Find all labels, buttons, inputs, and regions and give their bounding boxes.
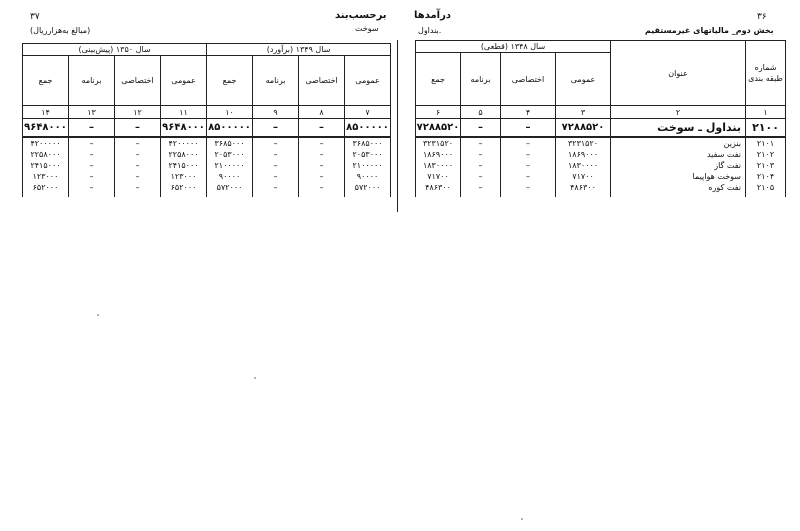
row-title: نفت کوره: [611, 182, 746, 193]
col-number: ۲: [611, 106, 746, 119]
col-number: ۱۰: [207, 106, 253, 119]
col-number: ۹: [253, 106, 299, 119]
col-head: برنامه: [461, 53, 501, 106]
head-title: عنوان: [611, 41, 746, 106]
table-row: [23, 171, 391, 182]
row-cell: –: [115, 149, 161, 160]
col-head: جمع: [207, 56, 253, 106]
row-cell: –: [299, 171, 345, 182]
page-header: برحسب‌بند: [335, 10, 387, 21]
row-cell: ۲۴۱۵۰۰۰: [161, 160, 207, 171]
col-head: برنامه: [69, 56, 115, 106]
right-page: [400, 0, 800, 531]
total-cell: ۸۵۰۰۰۰۰: [345, 119, 391, 137]
col-number: ۱۴: [23, 106, 69, 119]
col-number: ۸: [299, 106, 345, 119]
page-header: درآمدها: [414, 10, 451, 21]
row-cell: –: [115, 182, 161, 193]
row-cell: ۲۱۰۳: [746, 160, 786, 171]
row-cell: ۵۷۲۰۰۰: [345, 182, 391, 193]
row-cell: ۲۰۵۳۰۰۰: [207, 149, 253, 160]
row-cell: –: [299, 149, 345, 160]
row-cell: ۴۲۰۰۰۰۰: [23, 137, 69, 149]
row-cell: ۲۱۰۲: [746, 149, 786, 160]
total-cell: –: [461, 119, 501, 137]
col-head: برنامه: [253, 56, 299, 106]
col-number: ۱: [746, 106, 786, 119]
row-cell: –: [461, 171, 501, 182]
row-cell: –: [69, 182, 115, 193]
table-row: [416, 160, 786, 171]
row-cell: ۱۲۳۰۰۰: [161, 171, 207, 182]
row-cell: ۱۲۳۰۰۰: [23, 171, 69, 182]
total-cell: –: [115, 119, 161, 137]
row-cell: ۲۲۵۸۰۰۰: [161, 149, 207, 160]
row-cell: –: [299, 160, 345, 171]
col-number: ۷: [345, 106, 391, 119]
row-cell: ۲۱۰۵: [746, 182, 786, 193]
scan-speck: [97, 314, 99, 316]
row-cell: –: [253, 171, 299, 182]
row-cell: –: [69, 149, 115, 160]
row-cell: –: [253, 149, 299, 160]
row-cell: ۳۶۸۵۰۰۰: [345, 137, 391, 149]
col-head: عمومی: [556, 53, 611, 106]
col-head: اختصاصی: [115, 56, 161, 106]
col-head: اختصاصی: [501, 53, 556, 106]
page-number: ۳۶: [757, 12, 767, 22]
row-cell: –: [253, 160, 299, 171]
row-title: نفت گاز: [611, 160, 746, 171]
row-cell: –: [501, 160, 556, 171]
total-cell: ۸۵۰۰۰۰۰: [207, 119, 253, 137]
total-row: [23, 119, 391, 137]
col-number: ۱۲: [115, 106, 161, 119]
row-cell: ۷۱۷۰۰: [556, 171, 611, 182]
row-cell: ۱۸۶۹۰۰۰: [416, 149, 461, 160]
row-cell: ۲۱۰۴: [746, 171, 786, 182]
row-cell: ۵۷۲۰۰۰: [207, 182, 253, 193]
row-cell: –: [501, 171, 556, 182]
row-cell: –: [461, 182, 501, 193]
col-head: عمومی: [161, 56, 207, 106]
row-cell: –: [461, 137, 501, 149]
table-row: [416, 149, 786, 160]
row-cell: –: [253, 182, 299, 193]
table-row: [416, 182, 786, 193]
row-cell: ۴۲۰۰۰۰۰: [161, 137, 207, 149]
units-note: (مبالغ به‌هزارریال): [30, 26, 91, 35]
row-cell: ۴۸۶۳۰۰: [416, 182, 461, 193]
total-cell: –: [253, 119, 299, 137]
section-title: بخش دوم_ مالیاتهای غیرمستقیم: [645, 26, 774, 35]
col-head: عمومی: [345, 56, 391, 106]
table-row: [23, 137, 391, 149]
head-class: شماره طبقه بندی: [746, 41, 786, 106]
row-title: سوخت هواپیما: [611, 171, 746, 182]
row-cell: ۲۴۱۵۰۰۰: [23, 160, 69, 171]
total-title: بنداول ـ سوخت: [611, 119, 746, 137]
row-cell: –: [69, 137, 115, 149]
row-cell: –: [115, 160, 161, 171]
group-header-1348: سال ۱۳۴۸ (قطعی): [416, 41, 611, 53]
row-cell: ۶۵۲۰۰۰: [161, 182, 207, 193]
row-cell: –: [299, 182, 345, 193]
total-cell: –: [501, 119, 556, 137]
total-row: [416, 119, 786, 137]
total-class: ۲۱۰۰: [746, 119, 786, 137]
table-row: [23, 160, 391, 171]
row-cell: –: [115, 171, 161, 182]
table-row: [416, 137, 786, 149]
row-cell: ۲۰۵۳۰۰۰: [345, 149, 391, 160]
row-cell: –: [461, 160, 501, 171]
row-cell: –: [501, 182, 556, 193]
row-title: بنزین: [611, 137, 746, 149]
row-cell: ۷۱۷۰۰: [416, 171, 461, 182]
table-row: [23, 149, 391, 160]
row-cell: ۴۸۶۳۰۰: [556, 182, 611, 193]
col-head: جمع: [416, 53, 461, 106]
right-table: [415, 40, 786, 197]
total-cell: ۷۲۸۸۵۲۰: [416, 119, 461, 137]
total-cell: ۹۶۴۸۰۰۰: [161, 119, 207, 137]
row-cell: ۹۰۰۰۰: [207, 171, 253, 182]
row-cell: ۲۱۰۰۰۰۰: [207, 160, 253, 171]
row-cell: ۶۵۲۰۰۰: [23, 182, 69, 193]
page-number: ۳۷: [30, 12, 40, 22]
row-cell: ۱۸۳۰۰۰۰: [556, 160, 611, 171]
row-cell: ۲۱۰۱: [746, 137, 786, 149]
group-header-1349: سال ۱۳۴۹ (برآورد): [207, 44, 391, 56]
row-cell: –: [501, 149, 556, 160]
table-row: [23, 182, 391, 193]
page-subheader: سوخت: [355, 24, 379, 33]
left-table: [22, 43, 391, 197]
col-number: ۱۱: [161, 106, 207, 119]
col-number: ۳: [556, 106, 611, 119]
scan-speck: [521, 518, 523, 520]
row-cell: –: [115, 137, 161, 149]
table-row: [416, 171, 786, 182]
row-cell: –: [69, 160, 115, 171]
group-header-1350: سال ۱۳۵۰ (پیش‌بینی): [23, 44, 207, 56]
row-cell: –: [69, 171, 115, 182]
row-cell: ۱۸۳۰۰۰۰: [416, 160, 461, 171]
col-number: ۵: [461, 106, 501, 119]
total-cell: ۷۲۸۸۵۲۰: [556, 119, 611, 137]
row-cell: ۳۲۳۱۵۲۰: [416, 137, 461, 149]
page-subheader: بنداول.: [418, 26, 442, 35]
total-cell: ۹۶۴۸۰۰۰: [23, 119, 69, 137]
row-cell: –: [253, 137, 299, 149]
col-head: جمع: [23, 56, 69, 106]
row-cell: ۹۰۰۰۰: [345, 171, 391, 182]
row-cell: ۳۶۸۵۰۰۰: [207, 137, 253, 149]
row-cell: ۱۸۶۹۰۰۰: [556, 149, 611, 160]
col-head: اختصاصی: [299, 56, 345, 106]
total-cell: –: [69, 119, 115, 137]
total-cell: –: [299, 119, 345, 137]
col-number: ۴: [501, 106, 556, 119]
page-gutter-line: [397, 40, 398, 212]
row-title: نفت سفید: [611, 149, 746, 160]
scan-speck: [254, 377, 256, 379]
row-cell: –: [299, 137, 345, 149]
row-cell: ۳۲۳۱۵۲۰: [556, 137, 611, 149]
col-number: ۱۳: [69, 106, 115, 119]
col-number: ۶: [416, 106, 461, 119]
row-cell: –: [501, 137, 556, 149]
row-cell: ۲۲۵۸۰۰۰: [23, 149, 69, 160]
row-cell: ۲۱۰۰۰۰۰: [345, 160, 391, 171]
row-cell: –: [461, 149, 501, 160]
